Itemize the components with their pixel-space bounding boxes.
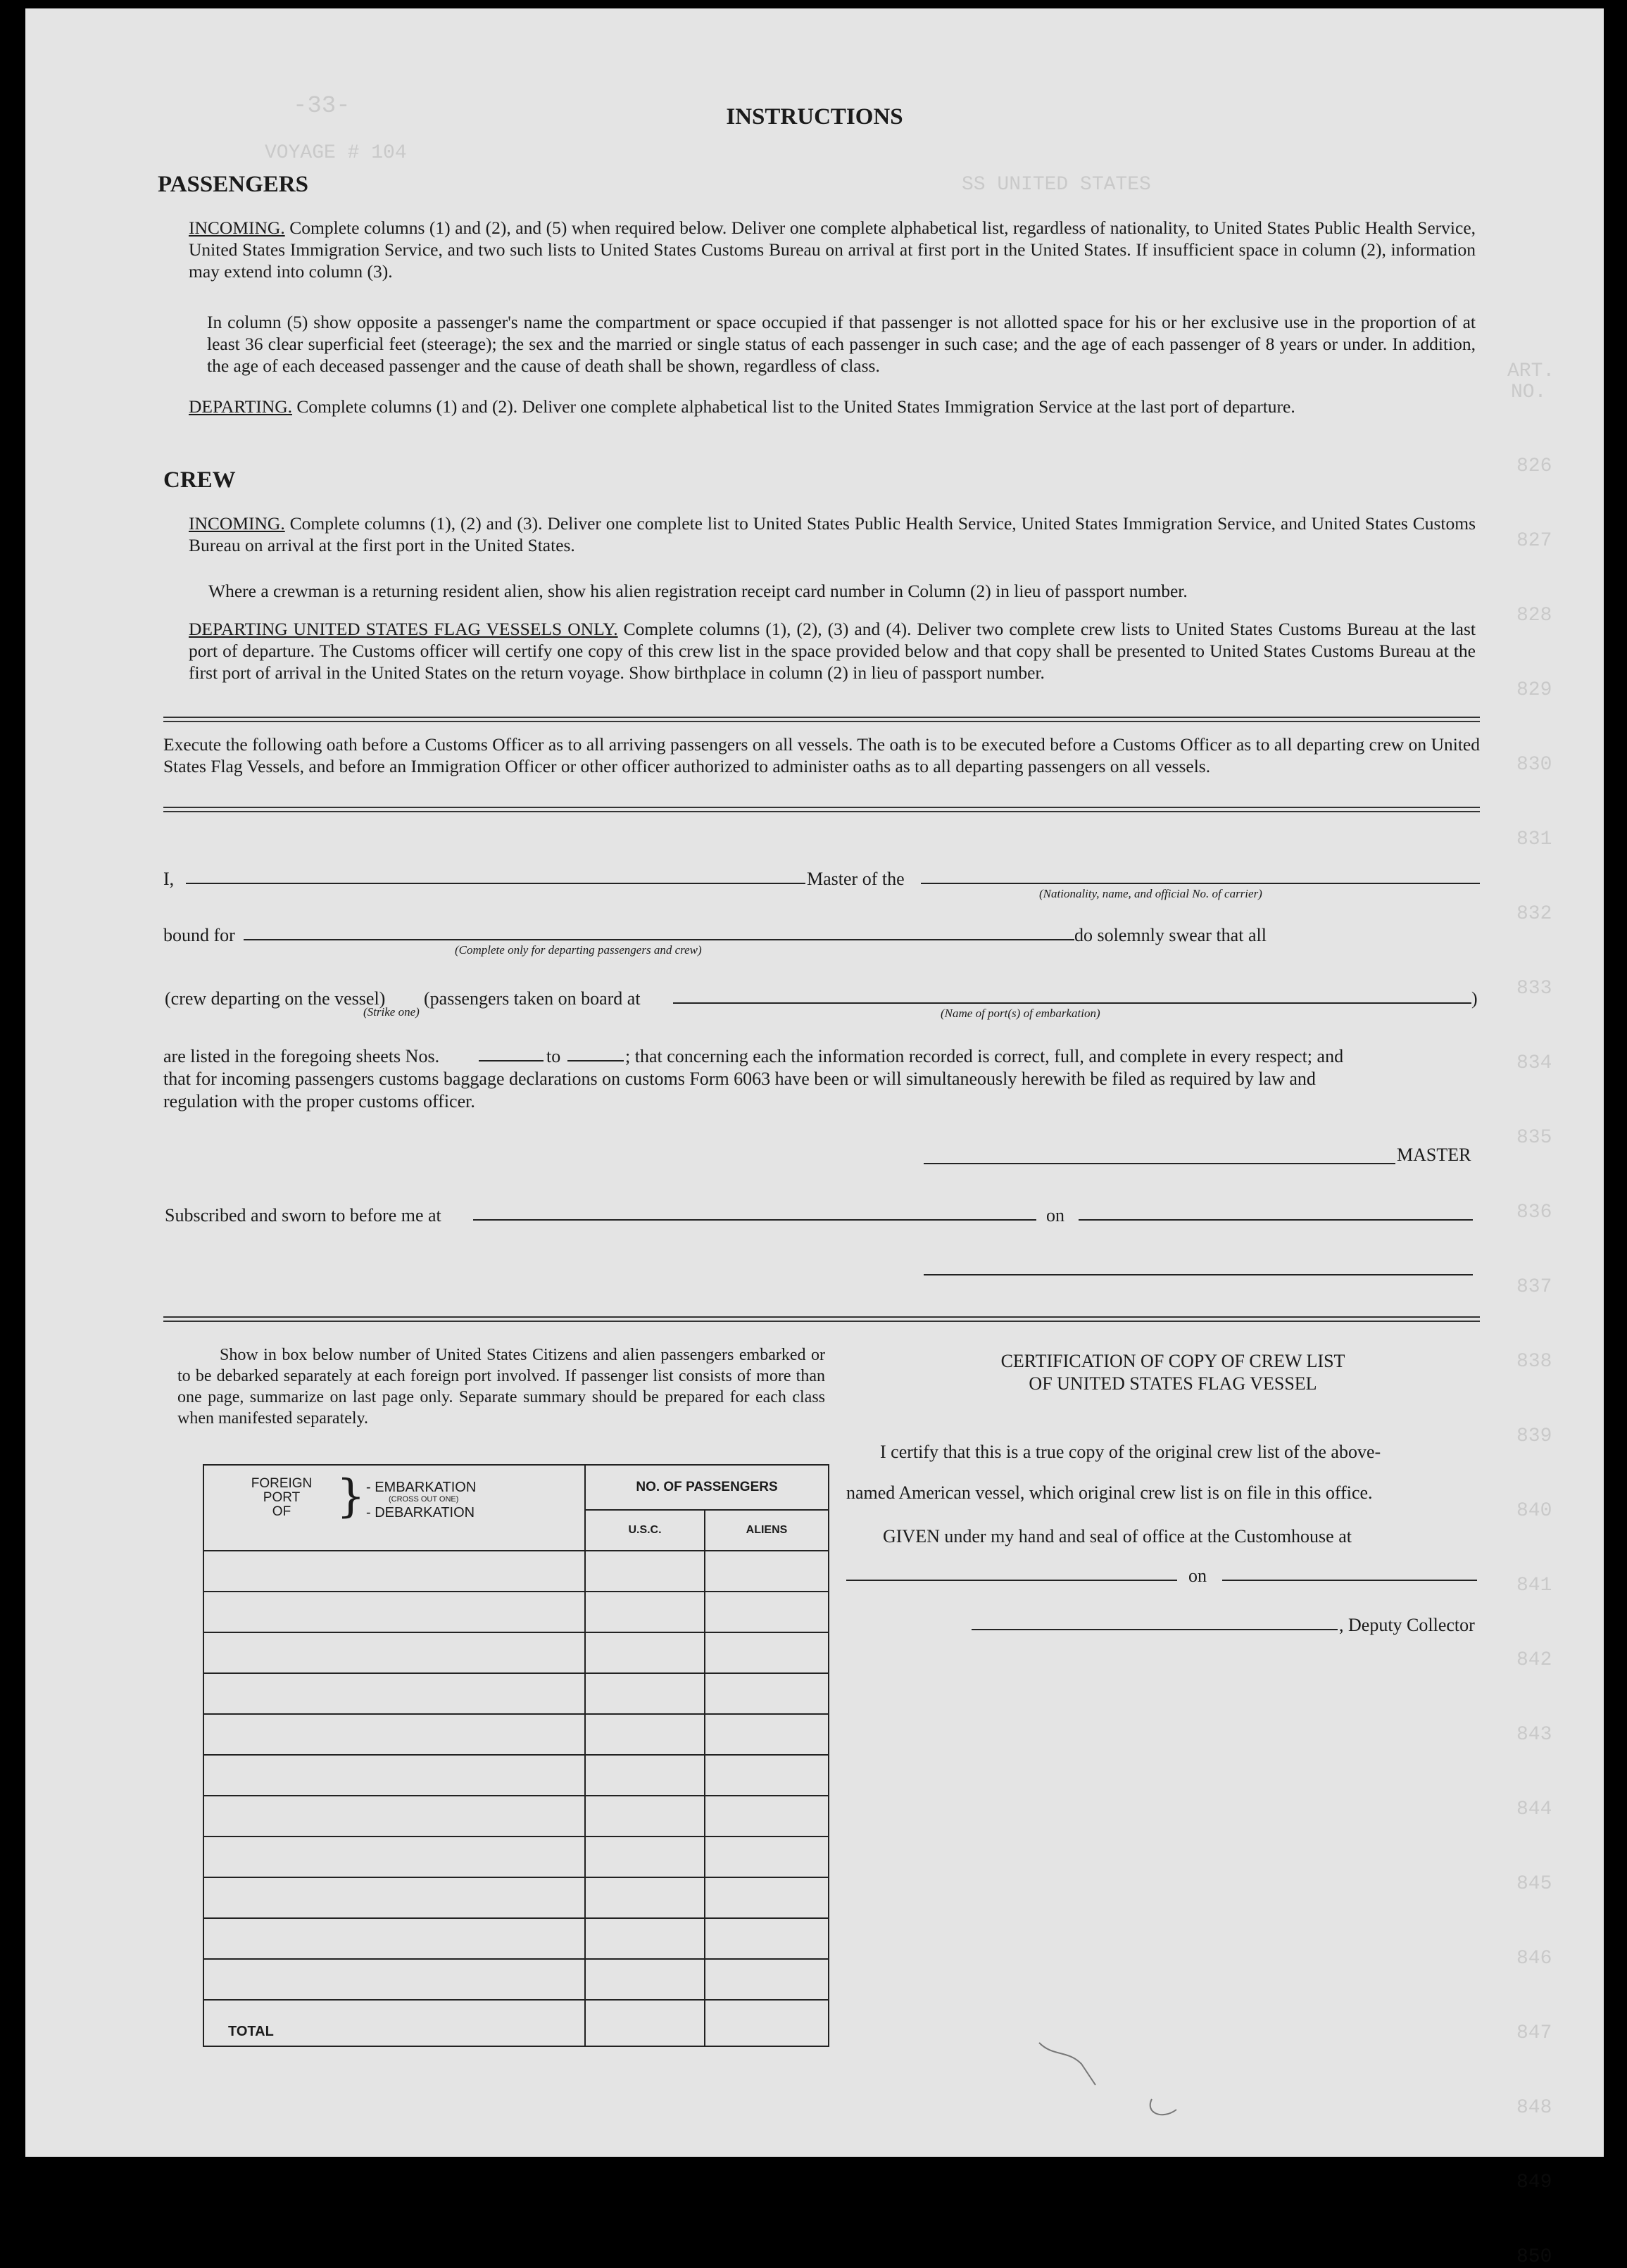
passenger-summary-table (203, 1464, 829, 2047)
ghost-ship: SS UNITED STATES (962, 174, 1151, 196)
oath-i-label: I, (163, 869, 175, 889)
aliens-cell[interactable] (705, 1551, 829, 1592)
certification-title-line1: CERTIFICATION OF COPY OF CREW LIST (1000, 1351, 1345, 1371)
ghost-line-number: 832 (1516, 903, 1552, 925)
port-cell[interactable] (203, 1796, 585, 1837)
no-passengers-header: NO. OF PASSENGERS (585, 1465, 829, 1510)
port-header-line3: OF (272, 1504, 291, 1519)
table-row (203, 1551, 829, 1592)
usc-cell[interactable] (585, 1551, 705, 1592)
crew-resident-alien-text: Where a crewman is a returning resident alien, show his alien registration receipt card number in Column (2) in lieu of passport number. (208, 581, 1188, 601)
ghost-line-number: 849 (1516, 2172, 1552, 2193)
oath-master-of-label: Master of the (807, 869, 905, 889)
total-row (203, 2000, 829, 2046)
oath-passengers-taken: (passengers taken on board at (424, 988, 641, 1009)
usc-cell[interactable] (585, 1673, 705, 1714)
ghost-page-number: -33- (293, 93, 351, 120)
divider-double (163, 807, 1480, 812)
port-cell[interactable] (203, 1632, 585, 1673)
crew-incoming (189, 512, 1476, 556)
table-row (203, 1877, 829, 1918)
ghost-line-number: 844 (1516, 1798, 1552, 1820)
ghost-line-number: 850 (1516, 2246, 1552, 2268)
table-row (203, 1714, 829, 1755)
port-cell[interactable] (203, 1837, 585, 1877)
port-cell[interactable] (203, 1918, 585, 1959)
usc-cell[interactable] (585, 1918, 705, 1959)
total-label: TOTAL (203, 2000, 585, 2046)
passengers-departing (189, 396, 1476, 417)
oath-intro-text: Execute the following oath before a Customs Officer as to all arriving passengers on all vessels. The oath is to be executed before a Customs Officer as to all departing crew on United States Flag Vessels, and before an Immigration Officer or other officer authorized to administer oaths as to all departing passengers on all vessels. (163, 734, 1480, 776)
usc-cell[interactable] (585, 1755, 705, 1796)
crew-departing-label: DEPARTING UNITED STATES FLAG VESSELS ONLY. (189, 619, 618, 639)
passengers-incoming-text: Complete columns (1) and (2), and (5) when required below. Deliver one complete alphabetical list, regardless of nationality, to United States Public Health Service, United States Immigration Service, and two such lists to United States Customs Bureau on arrival at first port in the United States. If insufficient space in column (2), information may extend into column (3). (189, 218, 1476, 282)
port-cell[interactable] (203, 1877, 585, 1918)
master-label: MASTER (1397, 1145, 1471, 1165)
oath-subscribed: Subscribed and sworn to before me at (165, 1205, 441, 1226)
port-cell[interactable] (203, 1959, 585, 2000)
aliens-cell[interactable] (705, 1673, 829, 1714)
usc-cell[interactable] (585, 1632, 705, 1673)
passengers-incoming (189, 217, 1476, 282)
carrier-field[interactable] (921, 883, 1480, 884)
aliens-header: ALIENS (705, 1510, 829, 1551)
passengers-departing-label: DEPARTING. (189, 396, 292, 417)
ghost-line-number: 835 (1516, 1127, 1552, 1149)
passengers-column5-text: In column (5) show opposite a passenger's name the compartment or space occupied if that passenger is not allotted space for his or her exclusive use in the proportion of at least 36 clear superficial feet (steerage); the sex and the married or single status of each passenger in such case; and the age of each passenger of 8 years or under. In addition, the age of each deceased passenger and the cause of death shall be shown, regardless of class. (207, 312, 1476, 376)
oath-close-paren: ) (1471, 988, 1478, 1009)
crew-incoming-label: INCOMING. (189, 513, 285, 534)
brace-icon: } (337, 1470, 365, 1523)
sworn-place-field[interactable] (473, 1219, 1036, 1221)
certify-line-a: I certify that this is a true copy of the original crew list of the above- (880, 1442, 1381, 1462)
ghost-line-number: 839 (1516, 1425, 1552, 1447)
ghost-line-number: 828 (1516, 605, 1552, 626)
usc-header: U.S.C. (585, 1510, 705, 1551)
oath-on-label: on (1046, 1205, 1064, 1226)
table-row (203, 1755, 829, 1796)
usc-cell[interactable] (585, 1877, 705, 1918)
oath-crew-departing: (crew departing on the vessel) (165, 988, 386, 1009)
ghost-voyage: VOYAGE # 104 (265, 142, 407, 164)
table-row (203, 1837, 829, 1877)
cert-on-label: on (1188, 1565, 1207, 1586)
crew-heading: CREW (163, 467, 236, 493)
officer-signature-field[interactable] (924, 1274, 1473, 1275)
ghost-art-label: ART. (1507, 360, 1555, 382)
ghost-line-number: 840 (1516, 1500, 1552, 1522)
master-signature-field[interactable] (924, 1163, 1395, 1164)
ghost-line-number: 845 (1516, 1873, 1552, 1895)
aliens-cell[interactable] (705, 1714, 829, 1755)
deputy-collector-label: , Deputy Collector (1339, 1615, 1475, 1635)
passengers-departing-text: Complete columns (1) and (2). Deliver one complete alphabetical list to the United States Immigration Service at the last port of departure. (296, 396, 1295, 417)
crew-resident-alien (208, 580, 1476, 602)
crew-incoming-text: Complete columns (1), (2) and (3). Deliver one complete list to United States Public Health Service, United States Immigration Service, and United States Customs Bureau on arrival at the first port in the United States. (189, 513, 1476, 555)
ghost-no-label: NO. (1511, 382, 1547, 403)
aliens-cell[interactable] (705, 1632, 829, 1673)
ghost-line-number: 831 (1516, 829, 1552, 850)
aliens-cell[interactable] (705, 1837, 829, 1877)
oath-swear-label: do solemnly swear that all (1074, 925, 1267, 945)
port-header-line1: FOREIGN (251, 1476, 313, 1491)
usc-cell[interactable] (585, 1837, 705, 1877)
oath-listed-d: regulation with the proper customs officer. (163, 1091, 475, 1111)
table-row (203, 1632, 829, 1673)
ghost-line-number: 841 (1516, 1575, 1552, 1596)
oath-listed-a: are listed in the foregoing sheets Nos. (163, 1046, 440, 1066)
ghost-line-number: 837 (1516, 1276, 1552, 1298)
cross-out-label: (CROSS OUT ONE) (389, 1495, 459, 1504)
ghost-line-number: 838 (1516, 1351, 1552, 1373)
certification-title-line2: OF UNITED STATES FLAG VESSEL (1029, 1373, 1317, 1394)
aliens-cell[interactable] (705, 1959, 829, 2000)
summary-instructions (177, 1344, 825, 1429)
ghost-line-number: 848 (1516, 2097, 1552, 2119)
ghost-line-number: 830 (1516, 754, 1552, 776)
certification-title (856, 1350, 1490, 1395)
bound-for-caption: (Complete only for departing passengers and crew) (455, 943, 702, 957)
port-cell[interactable] (203, 1714, 585, 1755)
port-header-cell (203, 1465, 585, 1551)
ghost-line-number: 833 (1516, 978, 1552, 1000)
summary-instructions-text: Show in box below number of United States Citizens and alien passengers embarked or to be debarked separately at each foreign port involved. If passenger list consists of more than one page, summarize on last page only. Separate summary should be prepared for each class when manifested separately. (177, 1346, 825, 1428)
given-line: GIVEN under my hand and seal of office at the Customhouse at (883, 1526, 1352, 1546)
crew-departing (189, 618, 1476, 683)
port-cell[interactable] (203, 1755, 585, 1796)
ghost-line-number: 842 (1516, 1649, 1552, 1671)
master-name-field[interactable] (186, 883, 805, 884)
table-row (203, 1959, 829, 2000)
aliens-cell[interactable] (705, 1877, 829, 1918)
divider-double (163, 717, 1480, 722)
sheet-to-field[interactable] (567, 1060, 624, 1061)
bound-for-field[interactable] (244, 939, 1074, 940)
sheet-from-field[interactable] (479, 1060, 544, 1061)
aliens-cell[interactable] (705, 1918, 829, 1959)
ghost-line-number: 834 (1516, 1052, 1552, 1074)
divider-double (163, 1316, 1480, 1322)
usc-cell[interactable] (585, 1796, 705, 1837)
embarkation-port-field[interactable] (673, 1002, 1471, 1004)
port-cell[interactable] (203, 1551, 585, 1592)
form-page (25, 8, 1604, 2268)
ghost-line-number: 827 (1516, 530, 1552, 552)
embarkation-label: - EMBARKATION (366, 1480, 477, 1495)
ghost-line-number: 846 (1516, 1948, 1552, 1970)
passengers-column5 (207, 311, 1476, 377)
usc-total-cell[interactable] (585, 2000, 705, 2046)
oath-listed-c: that for incoming passengers customs baggage declarations on customs Form 6063 have been or will simultaneously herewith be filed as required by law and (163, 1069, 1316, 1089)
customhouse-field[interactable] (846, 1580, 1177, 1581)
aliens-total-cell[interactable] (705, 2000, 829, 2046)
table-row (203, 1918, 829, 1959)
deputy-signature-field[interactable] (972, 1629, 1338, 1630)
aliens-cell[interactable] (705, 1796, 829, 1837)
port-cell[interactable] (203, 1673, 585, 1714)
carrier-caption: (Nationality, name, and official No. of carrier) (1039, 887, 1262, 900)
pencil-mark (1011, 2022, 1222, 2134)
port-cell[interactable] (203, 1592, 585, 1632)
aliens-cell[interactable] (705, 1755, 829, 1796)
usc-cell[interactable] (585, 1592, 705, 1632)
ports-caption: (Name of port(s) of embarkation) (941, 1007, 1100, 1020)
oath-intro (163, 733, 1480, 777)
cert-date-field[interactable] (1222, 1580, 1477, 1581)
debarkation-label: - DEBARKATION (366, 1505, 475, 1520)
sworn-date-field[interactable] (1079, 1219, 1473, 1221)
crew-departing-text: Complete columns (1), (2), (3) and (4). Deliver two complete crew lists to United States Customs Bureau at the last port of departure. The Customs officer will certify one copy of this crew list in the space provided below and that copy shall be presented to United States Customs Bureau at the first port of arrival in the United States on the return voyage. Show birthplace in column (2) in lieu of passport number. (189, 619, 1476, 683)
ghost-line-number: 843 (1516, 1724, 1552, 1746)
ghost-line-number: 847 (1516, 2022, 1552, 2044)
page-title: INSTRUCTIONS (726, 104, 903, 130)
table-row (203, 1592, 829, 1632)
aliens-cell[interactable] (705, 1592, 829, 1632)
oath-bound-for-label: bound for (163, 925, 235, 945)
ghost-line-number: 829 (1516, 679, 1552, 701)
strike-one-caption: (Strike one) (363, 1005, 420, 1019)
passengers-heading: PASSENGERS (158, 172, 308, 197)
ghost-line-number: 836 (1516, 1202, 1552, 1223)
passengers-incoming-label: INCOMING. (189, 218, 285, 238)
port-header-line2: PORT (263, 1490, 301, 1505)
table-row (203, 1796, 829, 1837)
ghost-line-number: 826 (1516, 455, 1552, 477)
usc-cell[interactable] (585, 1714, 705, 1755)
usc-cell[interactable] (585, 1959, 705, 2000)
certify-line-b: named American vessel, which original crew list is on file in this office. (846, 1482, 1373, 1503)
oath-listed-to: to (546, 1046, 561, 1066)
table-row (203, 1673, 829, 1714)
oath-listed-b: ; that concerning each the information recorded is correct, full, and complete in every respect; and (625, 1046, 1344, 1066)
